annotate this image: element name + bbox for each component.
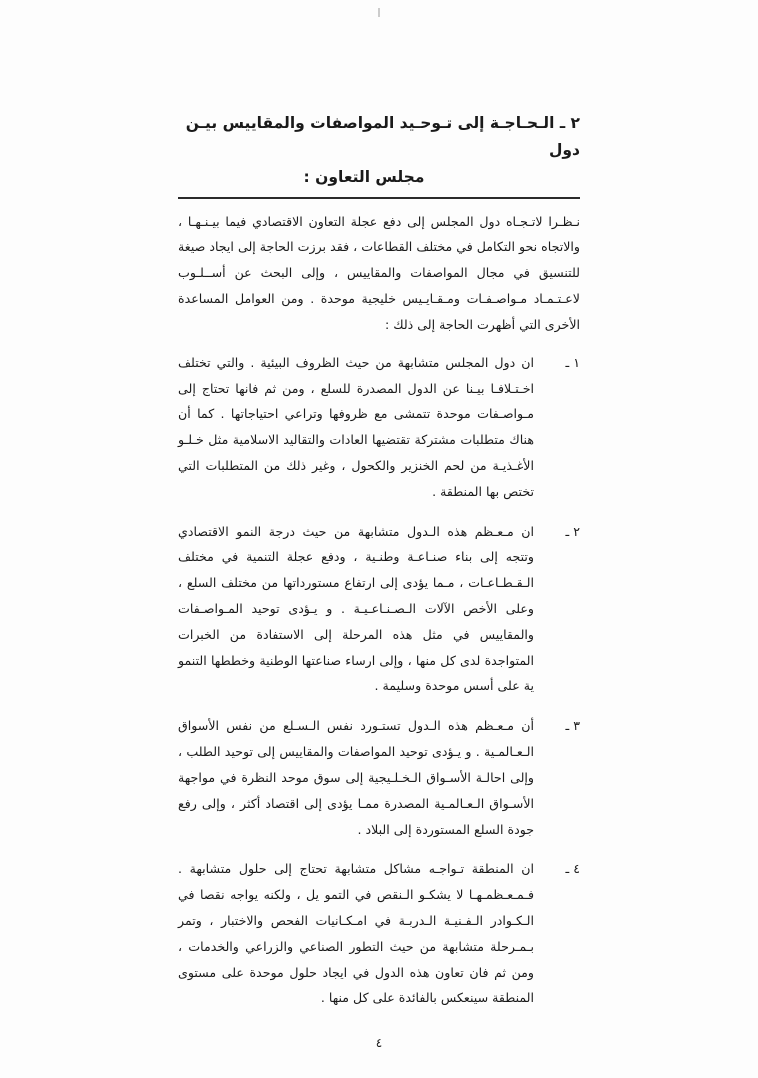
page-number: ٤ xyxy=(375,1036,383,1050)
title-divider xyxy=(178,197,580,198)
list-item-number: ٣ ـ xyxy=(565,718,580,734)
list-item-number: ٤ ـ xyxy=(565,861,580,877)
page-title-line-2: مجلس التعاون : xyxy=(303,168,425,187)
list-item xyxy=(178,350,580,505)
page-top-mark xyxy=(378,8,380,17)
page-title xyxy=(178,110,580,191)
list-item-number: ٢ ـ xyxy=(565,523,580,539)
list-item xyxy=(178,856,580,1011)
list-item xyxy=(178,713,580,842)
list-item xyxy=(178,519,580,700)
list-item-text: أن مـعـظم هذه الـدول تستـورد نفس الـسـلع من نفس الأسواق الـعـالمـية . و يـؤدى توحيد المواصفات والمقاييس إلى توحيد الطلب ، وإلى احالـة الأسـواق الـخـلـيجية إلى سوق موحد النظرة في مواجهة الأسـواق الـعـالمـية المصدرة ممـا يؤدى إلى اقتصاد أكثر ، وإلى رفع جودة السلع المستوردة إلى البلاد . xyxy=(178,718,534,837)
list-item-text: ان مـعـظم هذه الـدول متشابهة من حيث درجة النمو الاقتصادي وتتجه إلى بناء صنـاعـة وطنـية ، ودفع عجلة التنمية في مختلف الـقـطـاعـات ، مـما يؤدى إلى ارتفاع مستورداتها من مختلف السلع ، وعلى الأخص الآلات الـصـنـاعـيـة . و يـؤدى توحيد المـواصـفات والمقاييس في مثل هذه المرحلة إلى الاستفادة من الخبرات المتواجدة لدى كل منها ، وإلى ارساء صناعتها الوطنية وخططها التنمو ية على أسس موحدة وسليمة . xyxy=(178,523,534,694)
list-item-text: ان المنطقة تـواجـه مشاكل متشابهة تحتاج إلى حلول متشابهة . فـمـعـظمـهـا لا يشكـو الـنقص في التمو يل ، ولكنه يواجه نقصا في الـكـوادر الـفـنيـة الـدربـة في امـكـانيات الفحص والاختبار ، وتمر بـمـرحلة متشابهة من حيث التطور الصناعي والزراعي والخدمات ، ومن ثم فان تعاون هذه الدول في ايجاد حلول موحدة على مستوى المنطقة سينعكس بالفائدة على كل منها . xyxy=(178,861,534,1006)
list-item-text: ان دول المجلس متشابهة من حيث الظروف البيئية . والتي تختلف اخـتـلافـا بيـنا عن الدول المصدرة للسلع ، ومن ثم فانها تحتاج إلى مـواصـفات موحدة تتمشى مع ظروفها وتراعي احتياجاتها . كما أن هناك متطلبات مشتركة تقتضيها العادات والتقاليد الاسلامية مثل خـلـو الأغـذيـة من لحم الخنزير والكحول ، وغير ذلك من المتطلبات التي تختص بها المنطقة . xyxy=(178,354,534,499)
page-title-line-1: ٢ ـ الـحـاجـة إلى تـوحـيد المواصفات والمقاييس بيـن دول xyxy=(185,114,580,160)
list-item-number: ١ ـ xyxy=(565,354,580,370)
document-content xyxy=(178,110,580,1025)
intro-paragraph: نـظـرا لاتـجـاه دول المجلس إلى دفع عجلة التعاون الاقتصادي فيما بيـنـهـا ، والاتجاه نحو التكامل في مختلف القطاعات ، فقد برزت الحاجة إلى ايجاد صيغة للتنسيق في مجال المواصفات والمقاييس ، وإلى البحث عن أســلـوب لاعـتـمـاد مـواصـفـات ومـقـايـيس خليجية موحدة . ومن العوامل المساعدة الأخرى التي أظهرت الحاجة إلى ذلك : xyxy=(178,213,580,332)
